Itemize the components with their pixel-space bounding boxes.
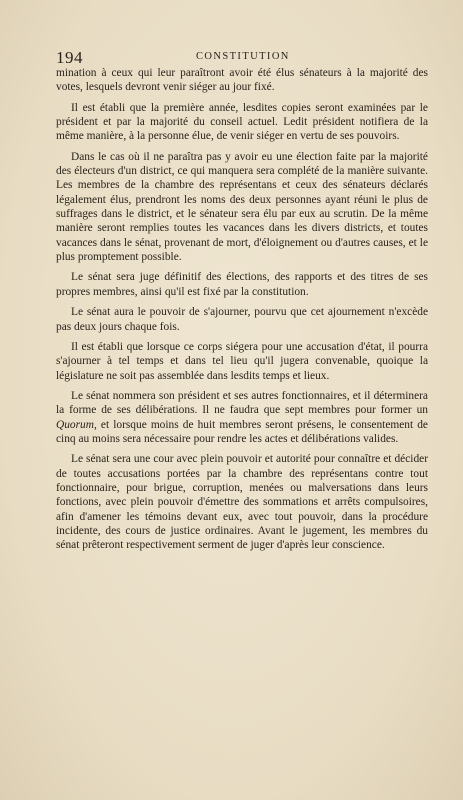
paragraph-5: Le sénat aura le pouvoir de s'ajourner, pourvu que cet ajournement n'excède pas deux jours chaque fois. — [56, 306, 428, 333]
paragraph-3: Dans le cas où il ne paraîtra pas y avoir eu une élection faite par la majorité des électeurs d'un district, ce qui manquera sera complété de la manière suivante. Les membres de la chambre des représentans et ceux des sénateurs déclarés légalement élus, prendront les noms des deux personnes ayant réuni le plus de suffrages dans le district, et le sénateur sera élu par eux au scrutin. De la même manière seront remplies toutes les vacances dans les divers districts, et toutes vacances dans le sénat, provenant de mort, d'éloignement ou d'autres causes, et le plus promptement possible. — [56, 150, 428, 264]
page-number: 194 — [56, 48, 83, 67]
paragraph-7 — [56, 389, 428, 446]
paragraph-2: Il est établi que la première année, lesdites copies seront examinées par le président et par la majorité du conseil actuel. Ledit président notifiera de la même manière, à la personne élue, de venir siéger en vertu de ses pouvoirs. — [56, 101, 428, 143]
paragraph-7-text-a: Le sénat nommera son président et ses autres fonctionnaires, et il déterminera la forme de ses délibérations. Il ne faudra que sept membres pour former un — [56, 389, 428, 417]
paragraph-8: Le sénat sera une cour avec plein pouvoir et autorité pour connaître et décider de toutes accusations portées par la chambre des représentans contre tout fonctionnaire, pour brigue, corruption, menées ou malversations dans leurs fonctions, avec plein pouvoir d'émettre des sommations et arrêts compulsoires, afin d'amener les témoins devant eux, avec tout pouvoir, dans la procédure incidente, des cours de justice ordinaires. Avant le jugement, les membres du sénat prêteront respectivement serment de juger d'après leur conscience. — [56, 453, 428, 552]
paragraph-6: Il est établi que lorsque ce corps siégera pour une accusation d'état, il pourra s'ajourner à tel temps et dans tel lieu qu'il jugera convenable, quoique la législature ne soit pas assemblée dans lesdits temps et lieux. — [56, 340, 428, 382]
paragraph-4: Le sénat sera juge définitif des élections, des rapports et des titres de ses propres membres, ainsi qu'il est fixé par la constitution. — [56, 271, 428, 298]
paragraph-1: mination à ceux qui leur paraîtront avoir été élus sénateurs à la majorité des votes, lesquels devront venir siéger au jour fixé. — [56, 67, 428, 94]
running-head: CONSTITUTION — [196, 51, 290, 62]
page-header — [56, 48, 425, 66]
paragraph-7-text-b: , et lorsque moins de huit membres seront présens, le consentement de cinq au moins sera nécessaire pour rendre les actes et délibérations valides. — [56, 418, 428, 445]
body-text — [56, 66, 428, 559]
quorum-term: Quorum — [56, 418, 94, 431]
